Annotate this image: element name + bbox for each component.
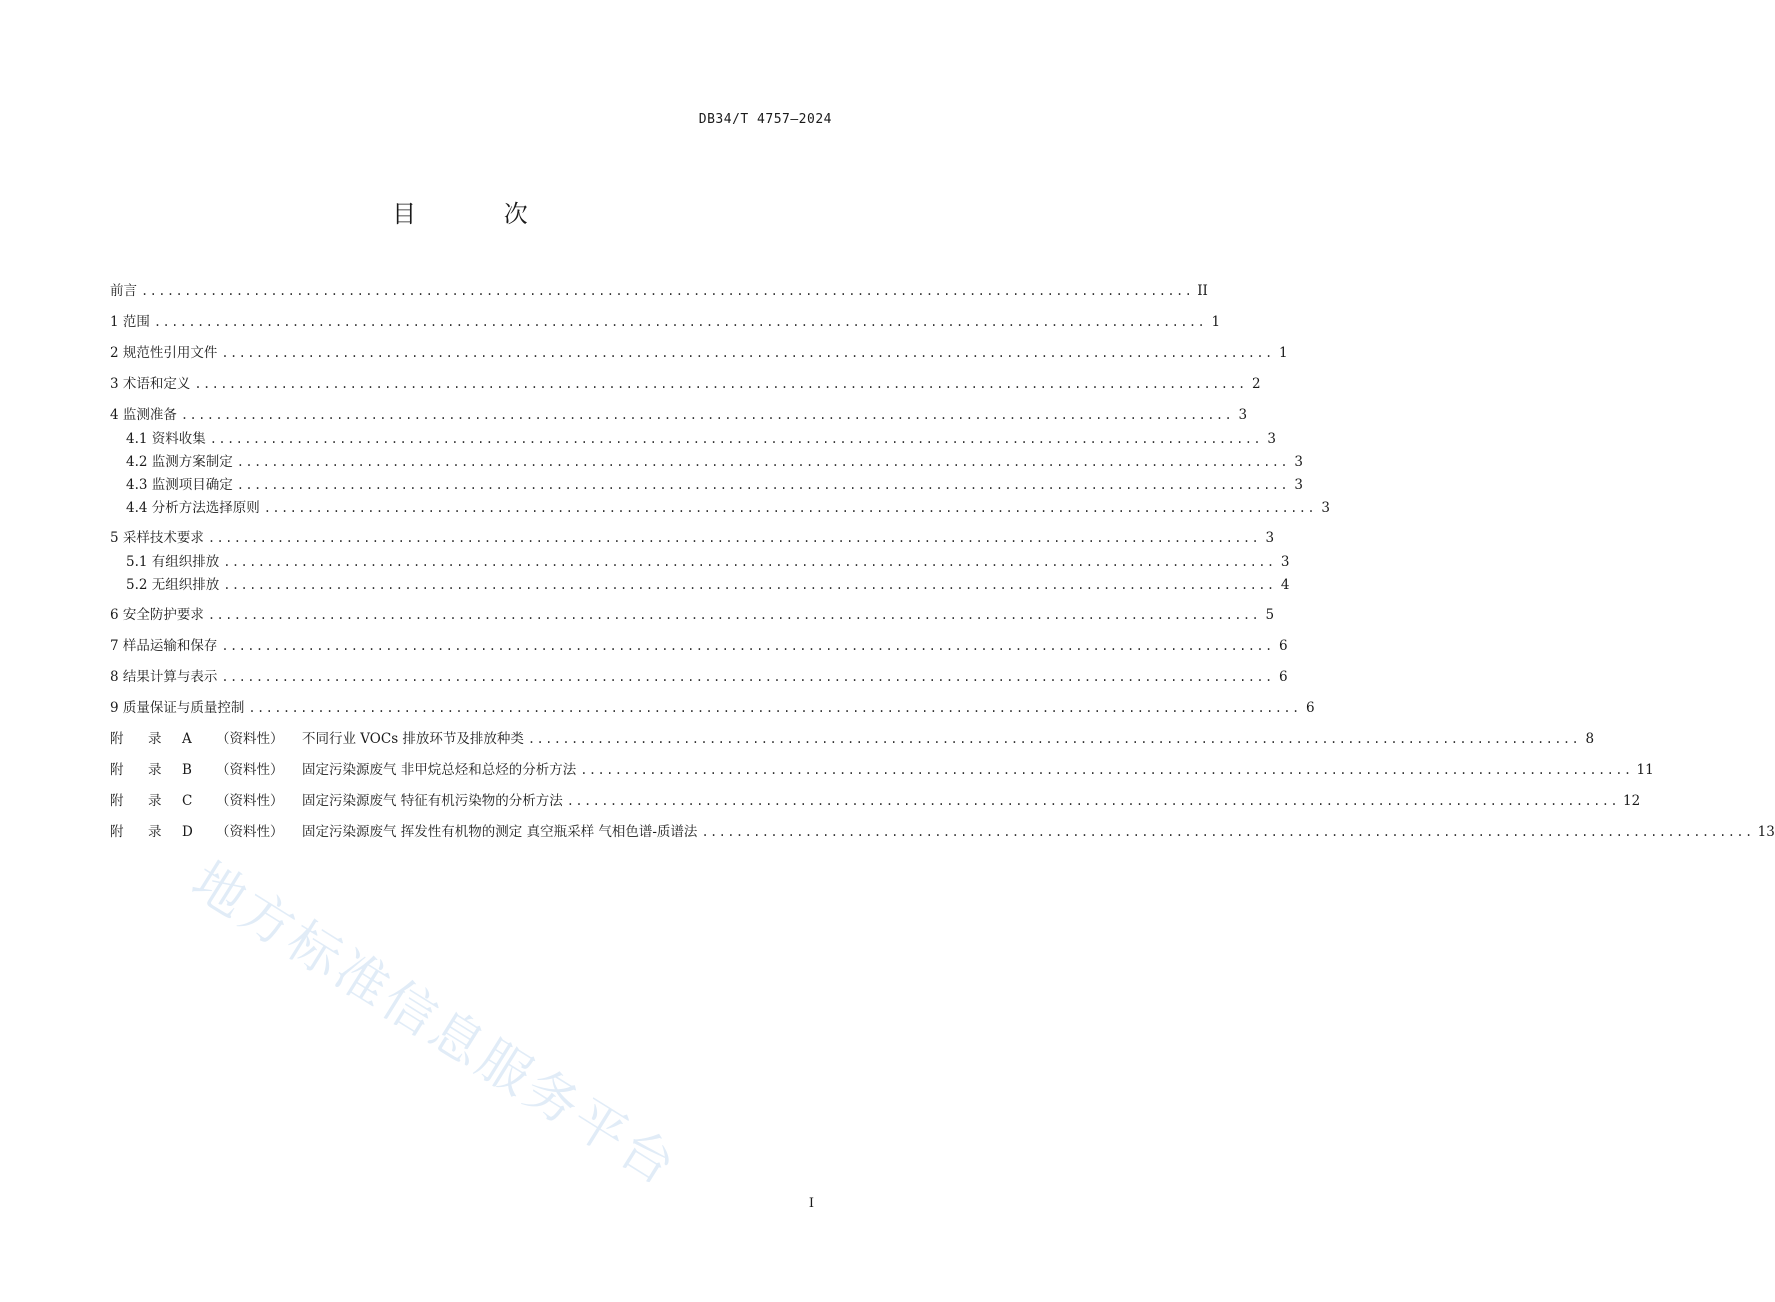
leader-dots: ..........................................................................................................................	[221, 346, 1274, 360]
appendix-letter: A	[182, 731, 192, 747]
appendix-title: 不同行业 VOCs 排放环节及排放种类	[302, 731, 524, 747]
toc-entry-page: 1	[1279, 345, 1288, 361]
toc-entry-transport-storage[interactable]	[110, 636, 1288, 656]
toc-entry-scope[interactable]	[110, 312, 1221, 332]
toc-entry-page: 8	[1585, 731, 1595, 747]
appendix-heading	[110, 760, 576, 780]
page-number: I	[808, 1196, 814, 1211]
toc-entry-page: 3	[1294, 477, 1303, 493]
leader-dots: ..........................................................................................................................	[580, 763, 1633, 777]
appendix-title: 固定污染源废气 挥发性有机物的测定 真空瓶采样 气相色谱-质谱法	[302, 824, 698, 840]
leader-dots: ..........................................................................................................................	[236, 455, 1289, 469]
toc-entry-monitoring-preparation[interactable]	[110, 405, 1248, 425]
toc-entry-safety[interactable]	[110, 605, 1275, 625]
appendix-letter: B	[182, 762, 192, 778]
toc-entry-label: 8 结果计算与表示	[110, 669, 218, 685]
toc-entry-page: 3	[1238, 407, 1248, 423]
toc-entry-4-3[interactable]	[126, 475, 1303, 495]
appendix-word-1: 附	[110, 731, 124, 747]
toc-entry-4-2[interactable]	[126, 452, 1303, 472]
toc-entry-label: 1 范围	[110, 314, 150, 330]
toc-entry-quality[interactable]	[110, 698, 1315, 718]
leader-dots: ..........................................................................................................................	[223, 578, 1276, 592]
toc-entry-label: 4 监测准备	[110, 407, 177, 423]
toc-entry-page: 3	[1265, 530, 1275, 546]
toc-entry-label: 3 术语和定义	[110, 376, 191, 392]
toc-entry-page: II	[1197, 283, 1208, 299]
toc-entry-5-2[interactable]	[126, 575, 1290, 595]
page-title: 目 次	[392, 200, 568, 228]
toc-entry-page: 3	[1321, 500, 1330, 516]
toc-entry-label: 4.4 分析方法选择原则	[126, 500, 260, 516]
toc-entry-label: 5.1 有组织排放	[126, 554, 220, 570]
leader-dots: ..........................................................................................................................	[263, 501, 1316, 515]
toc-entry-foreword[interactable]	[110, 281, 1208, 301]
appendix-word-1: 附	[110, 762, 124, 778]
appendix-title: 固定污染源废气 特征有机污染物的分析方法	[302, 793, 563, 809]
toc-entry-page: 6	[1279, 638, 1288, 654]
appendix-word-1: 附	[110, 824, 124, 840]
appendix-word-2: 录	[148, 824, 162, 840]
toc-entry-page: 11	[1636, 762, 1654, 778]
toc-entry-appendix-d[interactable]	[110, 822, 1775, 842]
toc-entry-appendix-a[interactable]	[110, 729, 1595, 749]
leader-dots: ..........................................................................................................................	[223, 555, 1276, 569]
toc-entry-page: 5	[1265, 607, 1275, 623]
toc-entry-page: 6	[1279, 669, 1288, 685]
standard-code: DB34/T 4757—2024	[698, 112, 832, 127]
toc-entry-page: 4	[1280, 577, 1290, 593]
toc-entry-label: 5.2 无组织排放	[126, 577, 220, 593]
toc-entry-label: 5 采样技术要求	[110, 530, 204, 546]
toc-entry-appendix-c[interactable]	[110, 791, 1641, 811]
toc-entry-label: 4.3 监测项目确定	[126, 477, 233, 493]
appendix-kind: （资料性）	[216, 793, 284, 809]
appendix-kind: （资料性）	[216, 824, 284, 840]
toc-entry-label: 6 安全防护要求	[110, 607, 204, 623]
appendix-word-2: 录	[148, 762, 162, 778]
leader-dots: ..........................................................................................................................	[180, 408, 1234, 422]
toc-entry-page: 3	[1294, 454, 1303, 470]
appendix-word-2: 录	[148, 731, 162, 747]
appendix-word-2: 录	[148, 793, 162, 809]
toc-entry-terms[interactable]	[110, 374, 1261, 394]
toc-entry-label: 前言	[110, 283, 137, 299]
appendix-title: 固定污染源废气 非甲烷总烃和总烃的分析方法	[302, 762, 577, 778]
leader-dots: ..........................................................................................................................	[566, 794, 1619, 808]
leader-dots: ..........................................................................................................................	[236, 478, 1289, 492]
leader-dots: ..........................................................................................................................	[207, 531, 1261, 545]
leader-dots: ..........................................................................................................................	[221, 639, 1274, 653]
leader-dots: ..........................................................................................................................	[221, 670, 1274, 684]
toc-entry-results[interactable]	[110, 667, 1288, 687]
leader-dots: ..........................................................................................................................	[701, 825, 1754, 839]
toc-entry-page: 3	[1267, 431, 1276, 447]
appendix-word-1: 附	[110, 793, 124, 809]
toc-entry-page: 1	[1211, 314, 1221, 330]
toc-entry-label: 7 样品运输和保存	[110, 638, 218, 654]
toc-entry-page: 3	[1280, 554, 1290, 570]
watermark: 地方标准信息服务平台	[181, 851, 689, 1199]
toc-entry-label: 2 规范性引用文件	[110, 345, 218, 361]
leader-dots: ..........................................................................................................................	[207, 608, 1261, 622]
toc-entry-page: 2	[1252, 376, 1261, 392]
appendix-letter: D	[182, 824, 193, 840]
leader-dots: ..........................................................................................................................	[194, 377, 1247, 391]
toc-entry-normative-references[interactable]	[110, 343, 1288, 363]
toc-entry-appendix-b[interactable]	[110, 760, 1654, 780]
toc-entry-sampling-requirements[interactable]	[110, 528, 1275, 548]
appendix-heading	[110, 791, 563, 811]
leader-dots: ..........................................................................................................................	[209, 432, 1262, 446]
toc-entry-label: 4.1 资料收集	[126, 431, 206, 447]
appendix-heading	[110, 822, 697, 842]
appendix-kind: （资料性）	[216, 731, 284, 747]
toc-entry-page: 12	[1623, 793, 1641, 809]
toc-entry-page: 6	[1306, 700, 1315, 716]
appendix-kind: （资料性）	[216, 762, 284, 778]
toc-entry-label: 9 质量保证与质量控制	[110, 700, 245, 716]
appendix-letter: C	[182, 793, 193, 809]
toc-entry-4-1[interactable]	[126, 429, 1276, 449]
leader-dots: ..........................................................................................................................	[141, 284, 1194, 298]
toc-entry-page: 13	[1757, 824, 1775, 840]
toc-entry-4-4[interactable]	[126, 498, 1330, 518]
leader-dots: ..........................................................................................................................	[527, 732, 1581, 746]
toc-entry-5-1[interactable]	[126, 552, 1290, 572]
toc-entry-label: 4.2 监测方案制定	[126, 454, 233, 470]
leader-dots: ..........................................................................................................................	[248, 701, 1301, 715]
leader-dots: ..........................................................................................................................	[153, 315, 1207, 329]
appendix-heading	[110, 729, 524, 749]
